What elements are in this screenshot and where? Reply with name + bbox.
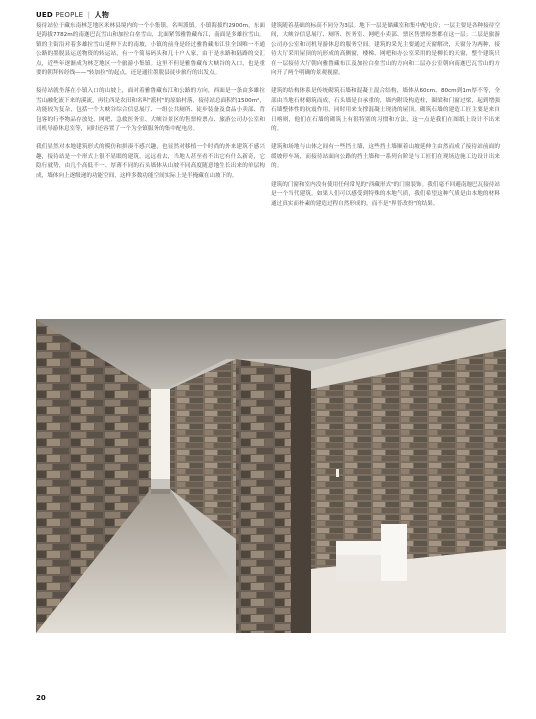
page-number: 20: [36, 694, 46, 702]
body-paragraph: 接待站就坐落在小镇入口的山坡上，面对着雅鲁藏布江和公路的方向，西面是一条由多雄拉雪山融化流下来的溪流，再往西是农田和名叫"派村"的原始村落，接待站总面积约1500m²，功能较为复杂，包括一个大峡谷综合信息展厅、一组公共厕所、徒步装备及食品小卖部、背包客的行李物品存放处、网吧、急救医务室、大峡谷景区的售票检票点、旅游公司办公室和司机导游休息室等，同时还容置了一个为全镇服务的集中配电房。: [36, 88, 265, 133]
magazine-brand: UED: [36, 11, 53, 19]
body-paragraph: 建筑随着基础的标高不同分为3层。地下一层是储藏室和集中配电房；一层主要是各种接待空间，大峡谷信息展厅、厕所、医务室、网吧小卖部、票区售票检票都在这一层；二层是旅游公司办公室和司机导游休息的服务空间。建筑的采光主要通过天窗解决，天窗分为两种，接待大厅采用屋顶的坑形成的高侧窗，楼梯、网吧和办公室采用的是柳长的天窗，整个建筑只在一层接待大厅朝向雅鲁藏布江及加拉白垒雪山的方向和二层办公室朝向南迦巴瓦雪山的方向开了两个明确的景观视窗。: [271, 23, 500, 77]
section-title: 人物: [94, 11, 110, 19]
stone-corridor-illustration: [36, 319, 506, 633]
body-paragraph: 接待站位于藏东南林芝地区米林县境内的一个小集镇，名叫派镇。小镇海拔约2900m，东面是海拔7782m的南迦巴瓦雪山和加拉白垒雪山，北面紧邻雅鲁藏布江，南面是多雄拉雪山。镇的主街沿对着多雄拉雪山延伸下去的南坡，小镇的前身是经过雅鲁藏布江往全国唯一不通公路的墨脱县运送物资的转运站，有一个简易码头和几十户人家，由于是水路和陆路的交汇点，近些年逐渐成为林芝地区一个旅游小集镇。这里不但是雅鲁藏布大峡谷的入口，也是重要的朝拜转经线——"转加拉"的起点，还是通往墨脱县徒步旅行的出发点。: [36, 23, 265, 77]
body-paragraph: 我们显然对本地建筑形式的模仿和拼凑不感兴趣，也显然对移植一个时尚的外来建筑不感兴趣，接待站是一个形式上很不显眼的建筑，远远看去，当地人甚至看不出它有什么新奇，它隐行就势，由几个高低不一、厚薄不同的石头墙体从山坡不同高度随意地生长出来的单层构成，墙体向上逐级递的功能空间，这样多数功能空间实际上是半掩藏在山坡下的。: [36, 144, 265, 179]
body-paragraph: 建筑的门窗和室内没有使用任何常见的"西藏形式"的门窗装饰。我们毫不回避南迦巴瓦接待站是一个当代建筑。如果人们可以感受到特殊的本地气质，我们希望这种气质是由本地的材料通过真实而朴素的建造过程自然形成的，而不是"界普改扮"的结果。: [271, 181, 500, 207]
header-divider: |: [87, 11, 91, 19]
body-paragraph: 建筑的结构体系是传统砌筑石墙和混凝土混合结构，墙体从60cm、80cm到1m厚不等，全部由当地石材砌筑而成，石头墙是自承重的，墙内附设构造柱，圈梁和门窗过梁，起到增强石墙整体性的抗震作用，同时用来支撑混凝土现浇的屋顶。砌筑石墙的建造工匠主要是来自日喀则，他们在石墙的砌筑上有很特别的习惯和方法，这一点是我们在图纸上设计不出来的。: [271, 88, 500, 133]
body-paragraph: 建筑和场地与山体之间有一些挡土墙，这些挡土墙顺着山坡延伸主由然而成了接待站前面的缓坡停车场，而接待站面向公路的挡土墙和一系列台阶是与工匠们在现场边施工边设计出来的。: [271, 144, 500, 170]
left-text-column: [36, 22, 265, 190]
interior-photo: [36, 319, 506, 633]
page-header: [36, 10, 109, 20]
magazine-subbrand: PEOPLE: [55, 11, 84, 19]
right-text-column: [271, 22, 500, 218]
